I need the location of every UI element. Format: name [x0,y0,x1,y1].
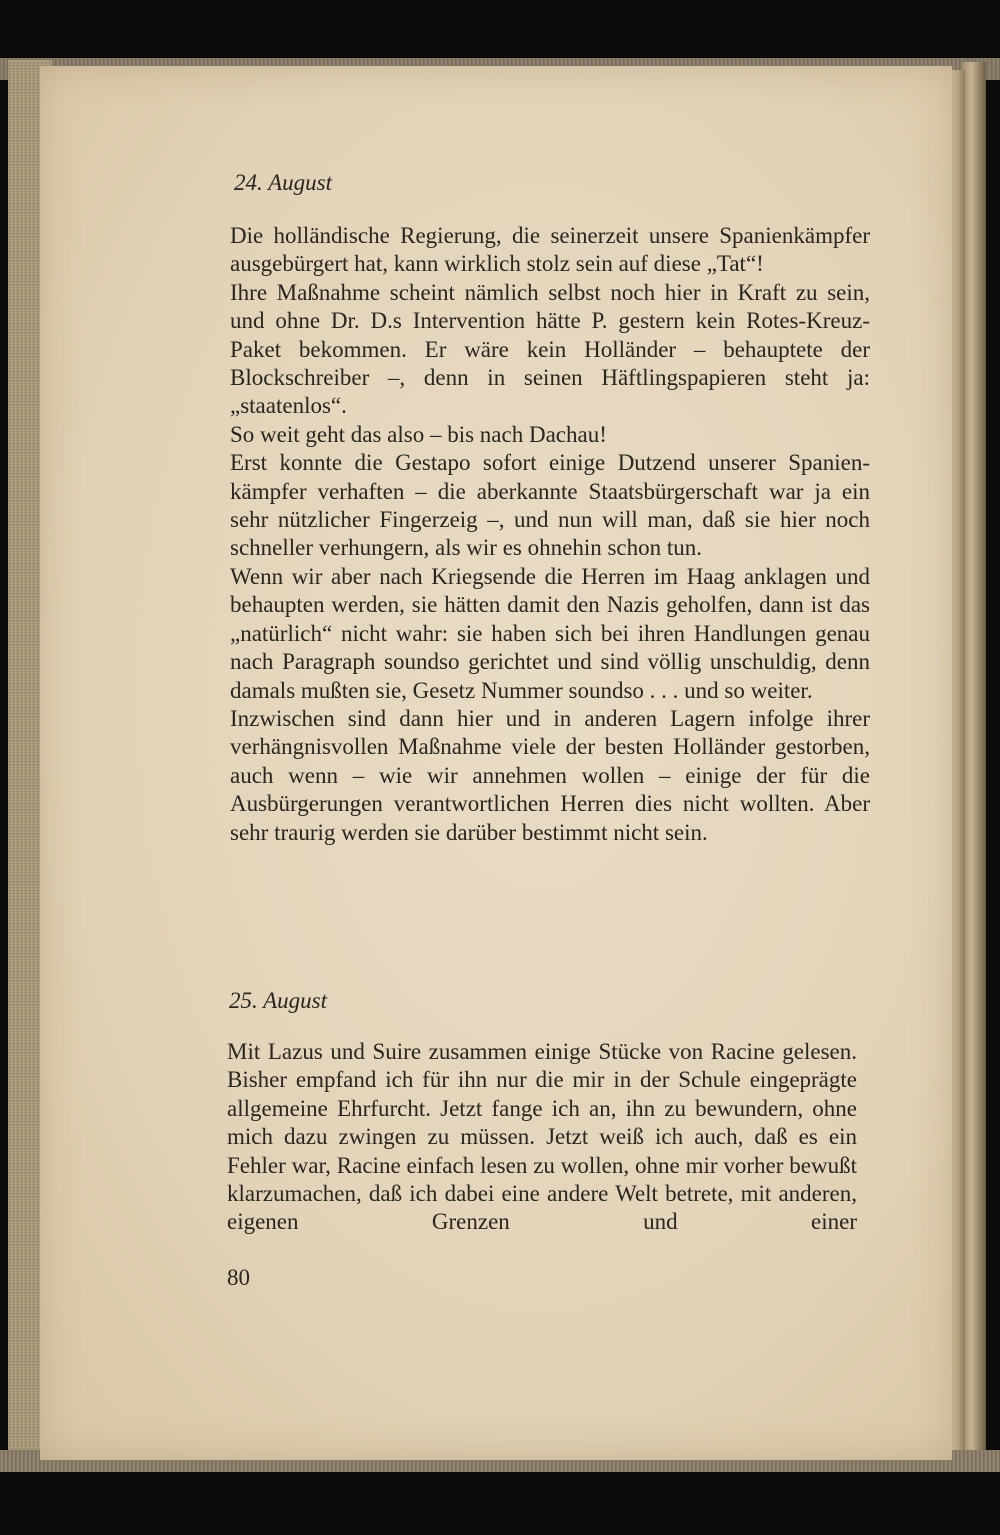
paragraph: Inzwischen sind dann hier und in anderen Lagern infolge ihrer verhängnisvollen Maßnahme viele der besten Holländer gestorben, auch wenn – wie wir annehmen wollen – einige der für die Ausbürgerungen verantwortlichen Herren dies nicht wollten. Aber sehr traurig werden sie darüber bestimmt nicht sein. [230,705,870,845]
book-cover-right-edge [962,62,986,1462]
paragraph: Wenn wir aber nach Kriegsende die Herren im Haag anklagen und behaupten werden, sie hätten damit den Nazis geholfen, dann ist das „natürlich“ nicht wahr: sie haben sich bei ihren Handlungen genau nach Paragraph soundso gerichtet und sind völlig unschuldig, denn damals mußten sie, Gesetz Nummer soundso . . . und so weiter. [230,563,870,703]
paragraph: Erst konnte die Gestapo sofort einige Dutzend unserer Spanienkämpfer verhaften – die aberkannte Staatsbürgerschaft war ja ein sehr nützlicher Fingerzeig –, und nun will man, daß sie hier noch schneller verhungern, als wir es ohnehin schon tun. [230,450,870,561]
entry-body [230,222,870,847]
paragraph: Die holländische Regierung, die seinerzeit unsere Spanienkämpfer ausgebürgert hat, kann wirklich stolz sein auf diese „Tat“! [230,223,870,277]
entry-body [227,1038,857,1237]
page-number: 80 [227,1265,250,1290]
entry-date-heading: 25. August [229,988,327,1013]
paragraph: So weit geht das also – bis nach Dachau! [230,421,607,447]
paragraph: Ihre Maßnahme scheint nämlich selbst noch hier in Kraft zu sein, und ohne Dr. D.s Intervention hätte P. gestern kein Rotes-Kreuz-Paket bekommen. Er wäre kein Holländer – behauptete der Blockschreiber –, denn in seinen Häftlingspapieren steht ja: „staatenlos“. [230,279,870,419]
paragraph: Mit Lazus und Suire zusammen einige Stücke von Racine gelesen. Bisher empfand ich für ihn nur die mir in der Schule eingeprägte allgemeine Ehrfurcht. Jetzt fange ich an, ihn zu bewundern, ohne mich dazu zwingen zu müssen. Jetzt weiß ich auch, daß es ein Fehler war, Racine einfach lesen zu wollen, ohne mir vorher bewußt klarzumachen, daß ich dabei eine andere Welt betrete, mit anderen, eigenen Grenzen und einer [227,1039,857,1235]
entry-date-heading: 24. August [234,170,332,195]
